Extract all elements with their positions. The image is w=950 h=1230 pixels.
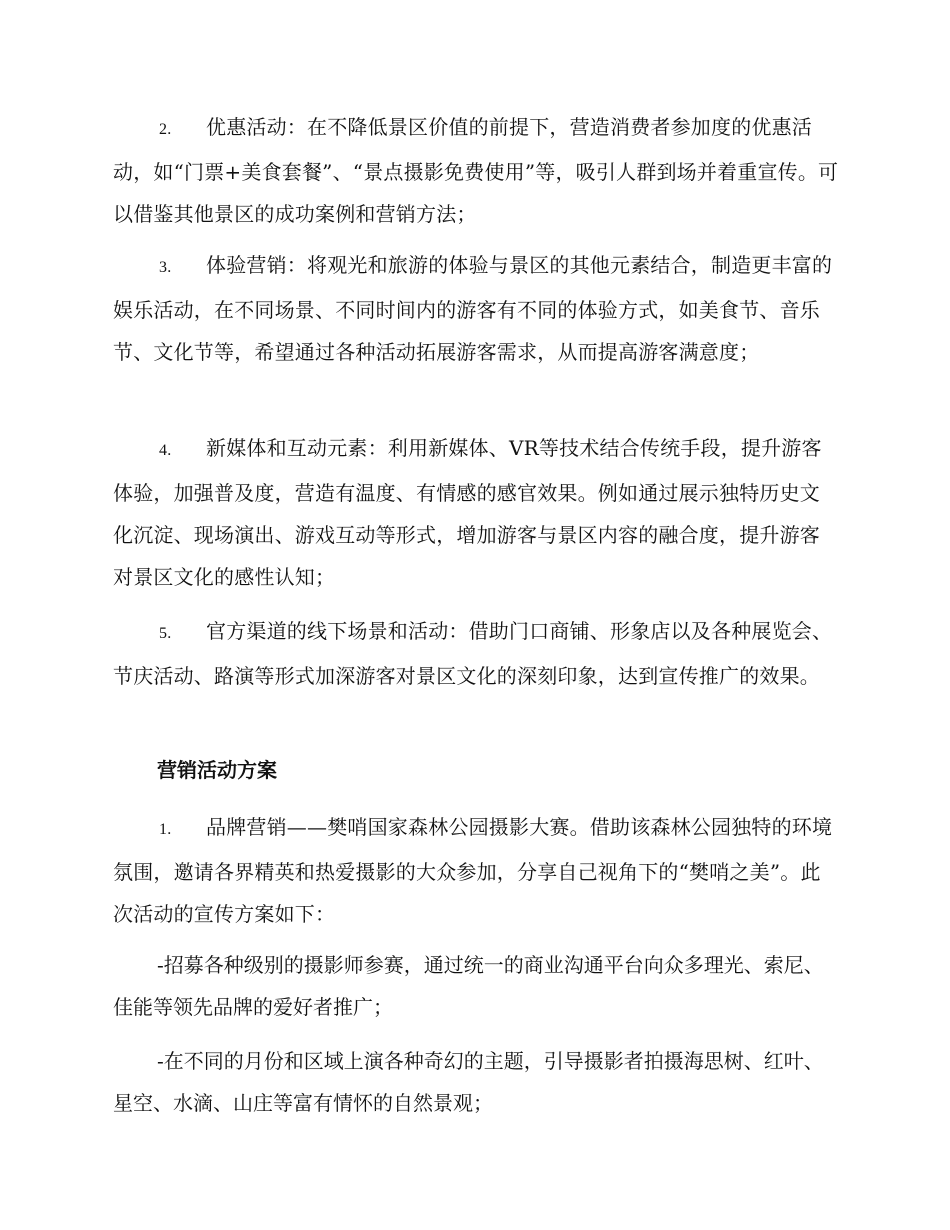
list-item-4 <box>113 427 840 598</box>
bullet-item: -在不同的月份和区域上演各种奇幻的主题，引导摄影者拍摄海思树、红叶、星空、水滴、山庄等富有情怀的自然景观； <box>113 1049 824 1115</box>
list-item-text: 体验营销：将观光和旅游的体验与景区的其他元素结合，制造更丰富的娱乐活动，在不同场景、不同时间内的游客有不同的体验方式，如美食节、音乐节、文化节等，希望通过各种活动拓展游客需求，从而提高游客满意度； <box>113 253 833 364</box>
list-item-text: 优惠活动：在不降低景区价值的前提下，营造消费者参加度的优惠活动，如“门票+美食套餐”、“景点摄影免费使用”等，吸引人群到场并着重宣传。可以借鉴其他景区的成功案例和营销方法； <box>113 115 839 226</box>
list-item-text: 品牌营销——樊哨国家森林公园摄影大赛。借助该森林公园独特的环境氛围，邀请各界精英和热爱摄影的大众参加，分享自己视角下的“樊哨之美”。此次活动的宣传方案如下： <box>113 815 833 926</box>
list-number: 2. <box>159 121 172 138</box>
section-title: 营销活动方案 <box>157 758 277 782</box>
list-number: 5. <box>159 625 172 642</box>
list-item-2 <box>113 106 840 235</box>
activity-item-1 <box>113 806 840 935</box>
list-number: 1. <box>159 821 172 838</box>
list-number: 3. <box>159 259 172 276</box>
list-item-3 <box>113 244 840 373</box>
list-number: 4. <box>159 442 172 459</box>
list-item-5 <box>113 610 840 697</box>
list-item-text: 官方渠道的线下场景和活动：借助门口商铺、形象店以及各种展览会、节庆活动、路演等形式加深游客对景区文化的深刻印象，达到宣传推广的效果。 <box>113 619 833 688</box>
bullet-item: -招募各种级别的摄影师参赛，通过统一的商业沟通平台向众多理光、索尼、佳能等领先品牌的爱好者推广； <box>113 953 824 1019</box>
list-item-text: 新媒体和互动元素：利用新媒体、VR等技术结合传统手段，提升游客体验，加强普及度，营造有温度、有情感的感官效果。例如通过展示独特历史文化沉淀、现场演出、游戏互动等形式，增加游客与景区内容的融合度，提升游客对景区文化的感性认知； <box>113 436 822 589</box>
